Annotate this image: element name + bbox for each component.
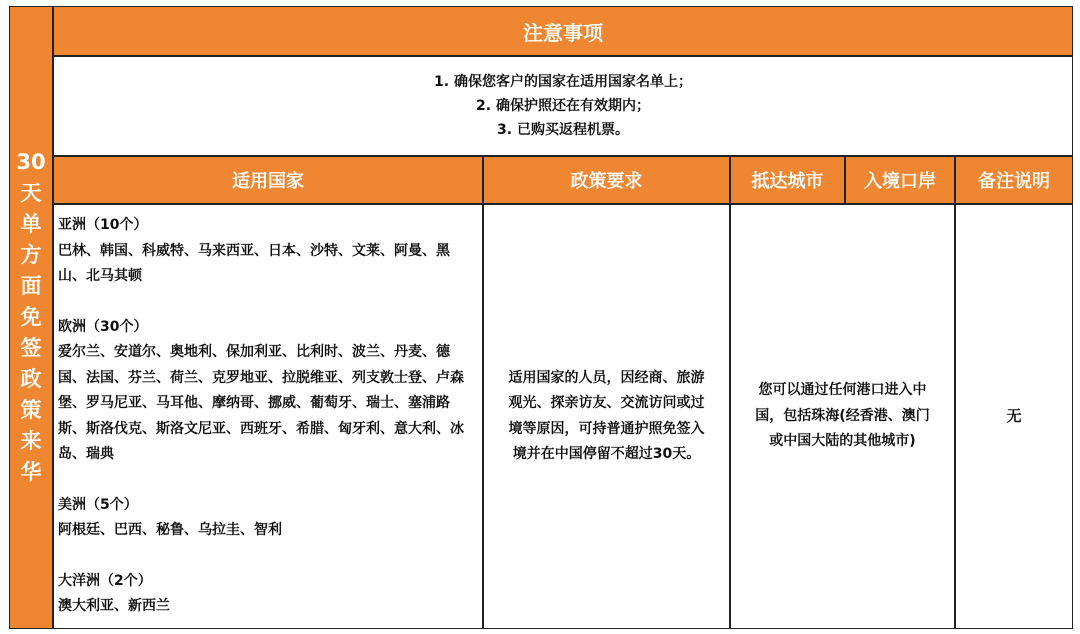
note-item-2: 2. 确保护照还在有效期内； [476,98,650,114]
column-header-countries: 适用国家 [53,156,483,204]
region-list: 澳大利亚、新西兰 [58,598,170,614]
policy-line: 境等原因，可持普通护照免签入 [508,420,705,437]
column-header-city: 抵达城市 [730,156,845,204]
arrival-line: 国，包括珠海(经香港、澳门 [755,407,930,424]
region-list: 阿根廷、巴西、秘鲁、乌拉圭、智利 [58,522,282,538]
notes-box [53,56,1073,156]
header-title: 注意事项 [53,6,1073,56]
arrival-line: 您可以通过任何港口进入中 [758,382,927,399]
region-list: 巴林、韩国、科威特、马来西亚、日本、沙特、文莱、阿曼、黑山、北马其顿 [58,242,450,284]
region-list: 爱尔兰、安道尔、奥地利、保加利亚、比利时、波兰、丹麦、德国、法国、芬兰、荷兰、克罗地亚、拉脱维亚、列支敦士登、卢森堡、罗马尼亚、马耳他、摩纳哥、挪威、葡萄牙、瑞士、塞浦路斯、斯洛伐克、斯洛文尼亚、西班牙、希腊、匈牙利、意大利、冰岛、瑞典 [58,344,464,462]
policy-line: 观光、探亲访友、交流访问或过 [508,395,705,411]
region-title: 欧洲（30个） [58,318,148,335]
side-title-cell [9,6,53,629]
region-asia [58,213,476,290]
policy-line: 境并在中国停留不超过30天。 [512,446,701,462]
policy-text [509,366,705,468]
region-europe [58,315,476,468]
countries-cell [53,204,483,629]
region-oceania [58,569,476,620]
column-header-port: 入境口岸 [845,156,955,204]
remark-cell: 无 [955,204,1073,629]
region-americas [58,493,476,544]
note-item-1: 1. 确保您客户的国家在适用国家名单上； [434,74,692,90]
arrival-port-cell [730,204,955,629]
region-title: 美洲（5个） [58,496,138,513]
policy-cell [483,204,730,629]
column-header-policy: 政策要求 [483,156,730,204]
arrival-line: 或中国大陆的其他城市) [769,433,916,450]
side-title: 30天单方面免签政策来华 [16,150,46,484]
arrival-text [755,378,929,455]
region-title: 亚洲（10个） [58,217,148,233]
region-title: 大洋洲（2个） [58,572,152,589]
policy-line: 适用国家的人员，因经商、旅游 [508,369,705,386]
note-item-3: 3. 已购买返程机票。 [497,122,629,138]
column-header-remark: 备注说明 [955,156,1073,204]
